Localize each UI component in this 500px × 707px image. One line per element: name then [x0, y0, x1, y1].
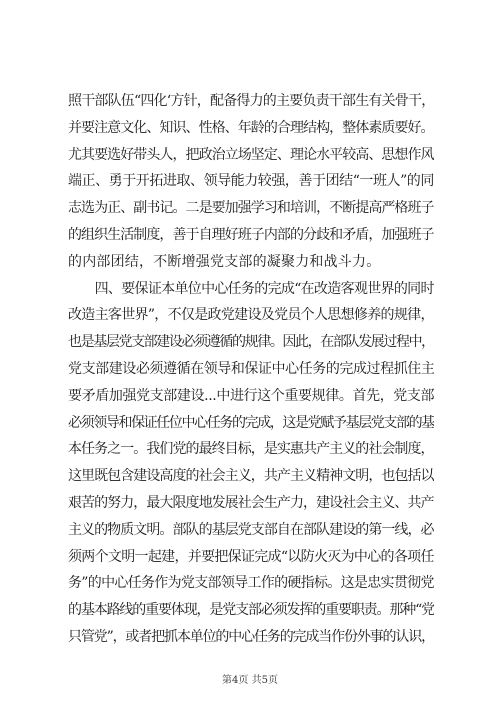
- body-text: [68, 88, 434, 651]
- text-line: 主义的物质文明。部队的基层党支部自在部队建设的第一线，必: [68, 521, 434, 538]
- text-line: 志选为正、副书记。二是要加强学习和培训，不断提高严格班子: [68, 200, 434, 217]
- text-line: 的内部团结，不断增强党支部的凝聚力和战斗力。: [68, 253, 381, 270]
- page-footer: 第4页 共5页: [222, 675, 278, 686]
- text-line: 端正、勇于开拓进取、领导能力较强，善于团结“一班人”的同: [68, 173, 434, 190]
- text-line: 本任务之一。我们党的最终目标，是实惠共产主义的社会制度，: [68, 441, 434, 458]
- text-line: 艰苦的努力，最大限度地发展社会生产力，建设社会主义、共产: [68, 494, 434, 511]
- text-line: 须两个文明一起建，并要把保证完成“以防火灭为中心的各项任: [68, 548, 434, 565]
- text-line: 并要注意文化、知识、性格、年龄的合理结构，整体素质要好。: [68, 119, 434, 136]
- text-line: 党支部建设必须遵循在领导和保证中心任务的完成过程抓住主: [68, 360, 434, 377]
- text-line: 只管党”，或者把抓本单位的中心任务的完成当作份外事的认识，: [68, 628, 434, 645]
- text-line: 四、要保证本单位中心任务的完成“在改造客观世界的同时: [68, 280, 434, 297]
- text-line: 这里既包含建设高度的社会主义，共产主义精神文明，也包括以: [68, 468, 434, 485]
- text-line: 也是基层党支部建设必须遵循的规律。因此，在部队发展过程中，: [68, 334, 434, 351]
- text-line: 的基本路线的重要体现，是党支部必须发挥的重要职责。那种“党: [68, 602, 434, 619]
- text-line: 照干部队伍“四化‘方针，配备得力的主要负责干部生有关骨干，: [68, 93, 434, 109]
- text-line: 尤其要选好带头人，把政治立场坚定、理论水平较高、思想作风: [68, 146, 434, 163]
- text-line: 的组织生活制度，善于自理好班子内部的分歧和矛盾，加强班子: [68, 226, 434, 243]
- text-line: 要矛盾加强党支部建设...中进行这个重要规律。首先，党支部: [68, 387, 434, 404]
- text-line: 必须领导和保证任位中心任务的完成，这是党赋予基层党支部的基: [68, 414, 434, 431]
- text-line: 改造主客世界”，不仅是政党建设及党员个人思想修养的规律，: [68, 307, 434, 324]
- text-line: 务”的中心任务作为党支部领导工作的硬指标。这是忠实贯彻党: [68, 575, 434, 592]
